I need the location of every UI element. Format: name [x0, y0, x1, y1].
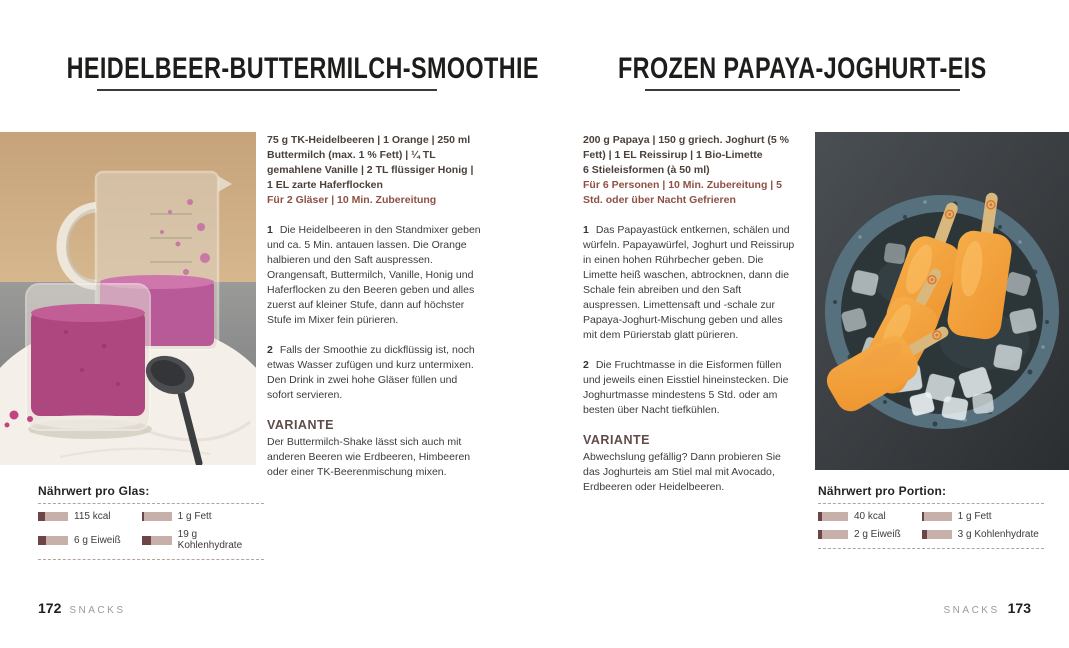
right-yield-line: Für 6 Personen | 10 Min. Zubereitung | 5 Std. oder über Nacht Gefrieren [583, 179, 782, 206]
right-nutrition-table [818, 503, 1044, 549]
left-nutrition-box [38, 484, 264, 560]
left-recipe-title [0, 52, 539, 91]
step-text: Das Papayastück entkernen, schälen und würfeln. Papayawürfel, Joghurt und Reissirup in einen hohen Rührbecher geben. Die Limette heiß waschen, abtrocknen, dann die Schale fein abreiben und den Saft auspressen. Limettensaft und -schale zur Papaya-Joghurt-Mischung geben und alles mit dem Pürierstab glatt pürieren. [583, 224, 795, 341]
right-page-number: 173 [1007, 600, 1031, 616]
nutrition-label: 40 kcal [854, 511, 886, 522]
right-title-underline [645, 89, 960, 91]
nutrition-item [142, 511, 264, 522]
nutrition-label: 115 kcal [74, 511, 111, 522]
step-number: 2 [583, 359, 589, 371]
popsicle-photo [815, 132, 1069, 470]
step-number: 1 [267, 224, 273, 236]
nutrition-bar-icon [142, 536, 172, 545]
nutrition-label: 19 g Kohlenhydrate [177, 529, 243, 551]
nutrition-bar-icon [142, 512, 172, 521]
right-step-1 [583, 223, 797, 343]
left-variant-heading: VARIANTE [267, 418, 334, 432]
right-equipment: 6 Stieleisformen (à 50 ml) [583, 164, 710, 176]
right-recipe-title-text: FROZEN PAPAYA-JOGHURT-EIS [617, 52, 987, 85]
nutrition-label: 1 g Fett [177, 511, 212, 522]
left-recipe-title-text: HEIDELBEER-BUTTERMILCH-SMOOTHIE [66, 52, 539, 85]
nutrition-item [922, 529, 1044, 540]
right-ingredients: 200 g Papaya | 150 g griech. Joghurt (5 % Fett) | 1 EL Reissirup | 1 Bio-Limette [583, 134, 790, 161]
step-number: 2 [267, 344, 273, 356]
nutrition-bar-icon [818, 512, 848, 521]
nutrition-bar-icon [922, 512, 952, 521]
right-variant-text: Abwechslung gefällig? Dann probieren Sie das Joghurteis am Stiel mal mit Avocado, Erdbeeren oder Heidelbeeren. [583, 451, 781, 493]
nutrition-bar-icon [38, 512, 68, 521]
nutrition-item [818, 511, 922, 522]
nutrition-label: 2 g Eiweiß [854, 529, 901, 540]
right-recipe-column [583, 133, 797, 495]
left-variant-text: Der Buttermilch-Shake lässt sich auch mit anderen Beeren wie Erdbeeren, Himbeeren oder einer TK-Beerenmischung mixen. [267, 436, 471, 478]
left-title-underline [97, 89, 437, 91]
nutrition-item [922, 511, 1044, 522]
nutrition-item [38, 511, 142, 522]
left-step-2 [267, 343, 481, 403]
step-text: Die Heidelbeeren in den Standmixer geben und ca. 5 Min. antauen lassen. Die Orange halbieren und den Saft auspressen. Orangensaft, Buttermilch, Vanille, Honig und Haferflocken zu den Beeren geben und alles zuerst auf kleiner Stufe, dann auf höchster Stufe im Mixer fein pürieren. [267, 224, 481, 326]
right-section-label: SNACKS [943, 605, 1000, 616]
left-section-label: SNACKS [69, 605, 126, 616]
smoothie-glass [26, 284, 152, 439]
nutrition-label: 3 g Kohlenhydrate [957, 529, 1039, 540]
right-recipe-title [535, 52, 1069, 91]
nutrition-label: 6 g Eiweiß [74, 534, 121, 546]
step-text: Die Fruchtmasse in die Eisformen füllen und jeweils einen Eisstiel hineinstecken. Die Joghurtmasse mindestens 5 Std. oder am besten über Nacht tiefkühlen. [583, 359, 789, 416]
nutrition-bar-icon [922, 530, 952, 539]
nutrition-bar-icon [38, 536, 68, 545]
nutrition-item [818, 529, 922, 540]
left-step-1 [267, 223, 481, 328]
nutrition-label: 1 g Fett [957, 511, 992, 522]
left-page-number: 172 [38, 600, 62, 616]
left-nutrition-table [38, 503, 264, 560]
step-text: Falls der Smoothie zu dickflüssig ist, noch etwas Wasser zufügen und kurz untermixen. Den Drink in zwei hohe Gläser füllen und sofort servieren. [267, 344, 475, 401]
left-recipe-column [267, 133, 481, 480]
left-page-footer [38, 600, 125, 616]
nutrition-item [142, 529, 264, 551]
left-yield-line: Für 2 Gläser | 10 Min. Zubereitung [267, 194, 437, 206]
right-nutrition-heading: Nährwert pro Portion: [818, 484, 947, 498]
nutrition-bar-icon [818, 530, 848, 539]
smoothie-photo [0, 132, 256, 465]
right-page-footer [944, 600, 1031, 616]
left-nutrition-heading: Nährwert pro Glas: [38, 484, 150, 498]
right-step-2 [583, 358, 797, 418]
right-variant-heading: VARIANTE [583, 433, 650, 447]
nutrition-item [38, 529, 142, 551]
step-number: 1 [583, 224, 589, 236]
right-nutrition-box [818, 484, 1044, 549]
left-ingredients: 75 g TK-Heidelbeeren | 1 Orange | 250 ml Buttermilch (max. 1 % Fett) | ¼ TL gemahlene Vanille | 2 TL flüssiger Honig | 1 EL zarte Haferflocken [267, 134, 474, 191]
